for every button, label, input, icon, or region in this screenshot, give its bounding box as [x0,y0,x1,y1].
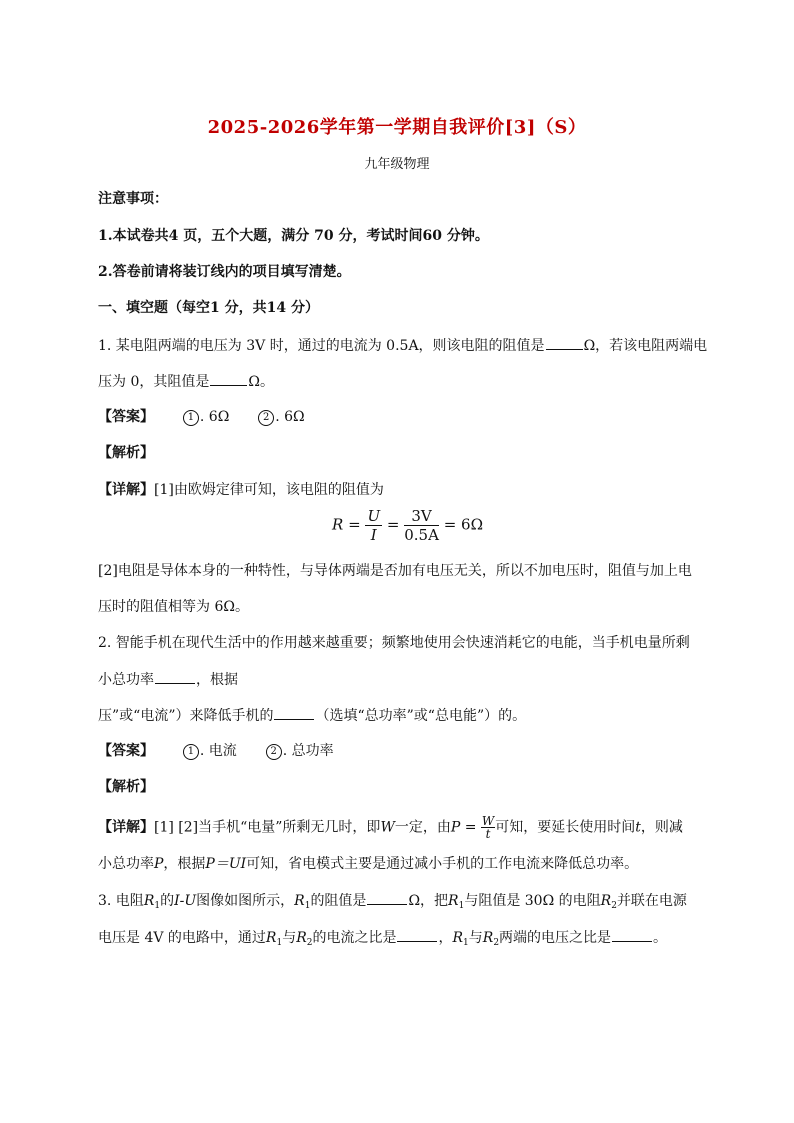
answer-blank[interactable] [612,927,652,942]
answer-blank[interactable] [367,890,407,905]
q1-para2-line2: 压时的阻值相等为 6Ω。 [98,599,249,615]
q1-analysis-label: 【解析】 [98,445,154,461]
q3-line-1: 3. 电阻$R_1$的I-U图像如图所示，$R_1$的阻值是 Ω，把$R_1$与阻值是 30Ω 的电阻$R_2$并联在电源 [98,890,687,916]
q1-para2-line1: [2]电阻是导体本身的一种特性，与导体两端是否加有电压无关，所以不加电压时，阻值与加上电 [98,563,692,579]
q2-line-3: 压”或“电流”）来降低手机的 （选填“总功率”或“总电能”）的。 [98,705,526,726]
q2-line-2: 小总功率 ，根据 [98,669,238,690]
q2-detail-line-2: 小总功率P，根据P＝UI可知，省电模式主要是通过减小手机的工作电流来降低总功率。 [98,856,639,872]
circled-number: 1 [183,410,199,426]
section-1-heading: 一、填空题（每空1 分，共14 分） [98,300,319,316]
q1-line-2: 压为 0，其阻值是 Ω。 [98,371,274,392]
answer-blank[interactable] [210,371,247,386]
q1-answer: 【答案】 1 . 6Ω 2 . 6Ω [98,409,305,425]
q2-line-1: 2. 智能手机在现代生活中的作用越来越重要；频繁地使用会快速消耗它的电能，当手机电量所剩 [98,635,690,651]
notes-item-1: 1.本试卷共4 页，五个大题，满分 70 分，考试时间60 分钟。 [98,228,489,244]
q2-detail-line-1: 【详解】[1] [2]当手机“电量”所剩无几时，即W一定，由P = $\frac{W}{t}$ 可知，要延长使用时间t，则减 [98,814,683,841]
notes-heading: 注意事项： [98,191,168,207]
answer-blank[interactable] [397,927,437,942]
answer-blank[interactable] [155,669,195,684]
q2-analysis-label: 【解析】 [98,779,154,795]
circled-number: 2 [266,744,282,760]
ohm-formula: R = $\frac{U}{I}$ = $\frac{3V}{0.5A}$ = 6Ω [332,507,484,544]
q1-line-1: 1. 某电阻两端的电压为 3V 时，通过的电流为 0.5A，则该电阻的阻值是 Ω，若该电阻两端电 [98,335,707,356]
exam-subtitle: 九年级物理 [364,157,430,172]
notes-item-2: 2.答卷前请将装订线内的项目填写清楚。 [98,264,351,280]
circled-number: 1 [183,744,199,760]
exam-title: 2025-2026学年第一学期自我评价[3]（S） [207,117,587,138]
q3-line-2: 电压是 4V 的电路中，通过$R_1$与$R_2$的电流之比是 ，$R_1$与$R_2$两端的电压之比是 。 [98,927,667,953]
answer-blank[interactable] [546,335,583,350]
circled-number: 2 [258,410,274,426]
answer-blank[interactable] [274,705,314,720]
q1-detail: 【详解】[1]由欧姆定律可知，该电阻的阻值为 [98,482,384,498]
q2-answer: 【答案】 1 . 电流 2 . 总功率 [98,743,334,759]
